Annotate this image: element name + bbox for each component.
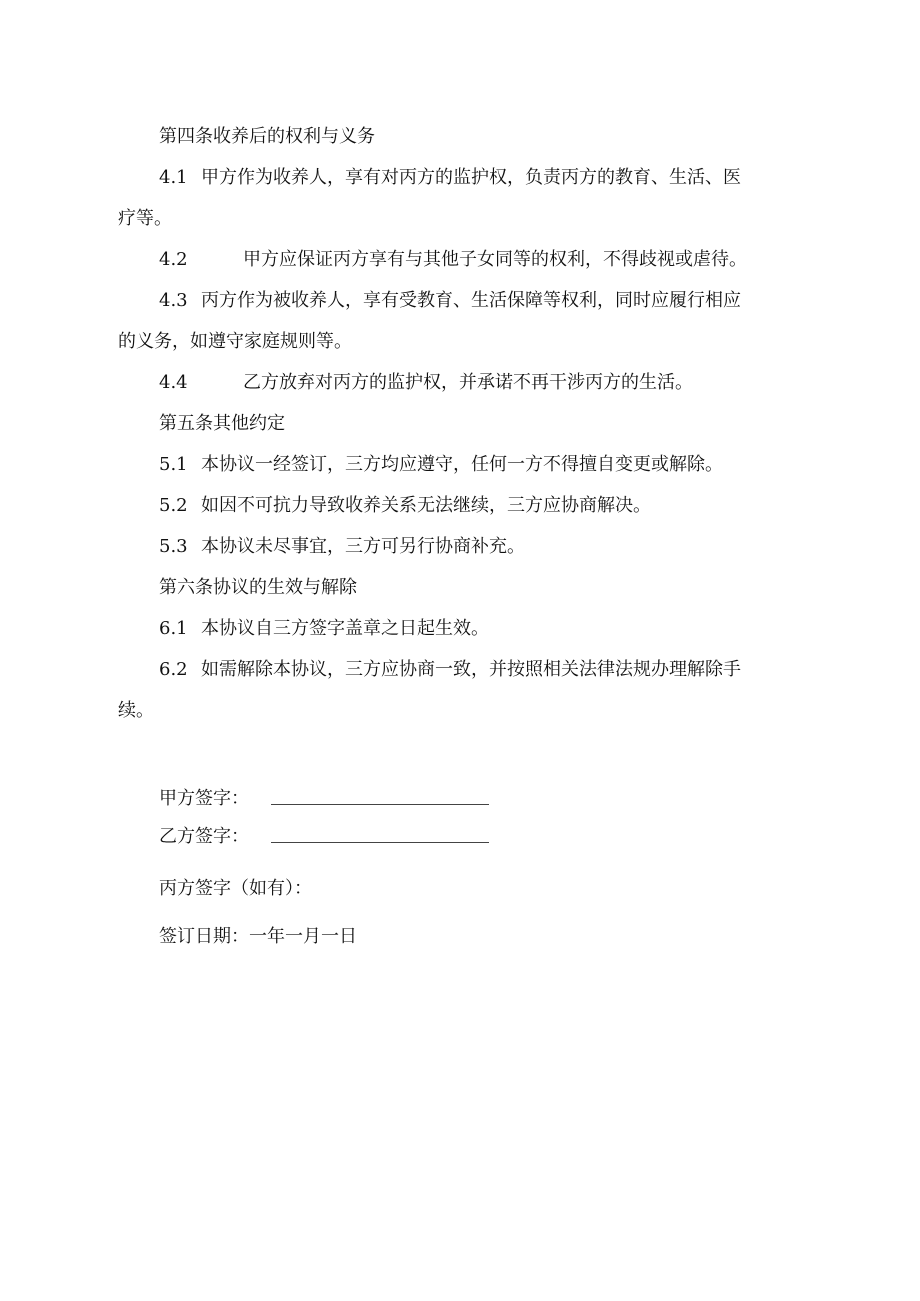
party-a-signature-label: 甲方签字： [159,788,249,809]
clause-line [118,321,808,362]
clause-text: 本协议未尽事宜，三方可另行协商补充。 [201,536,525,557]
party-a-signature-line [271,780,489,805]
party-b-signature-label: 乙方签字： [159,826,249,847]
section-heading: 第六条协议的生效与解除 [159,577,357,598]
clause-line [118,526,808,567]
clause-line [118,280,808,321]
clause-line [118,239,808,280]
clause-line [118,362,808,403]
clause-5-2 [118,485,808,526]
clause-number: 5.3 [159,536,188,557]
clause-4-4 [118,362,808,403]
clause-text: 的义务，如遵守家庭规则等。 [118,331,352,352]
section-heading: 第四条收养后的权利与义务 [159,126,375,147]
clause-text: 甲方应保证丙方享有与其他子女同等的权利，不得歧视或虐待。 [243,249,747,270]
clause-number: 6.1 [159,618,188,639]
clause-4-1 [118,157,808,239]
agreement-body [118,116,808,731]
clause-text: 乙方放弃对丙方的监护权，并承诺不再干涉丙方的生活。 [243,372,693,393]
signing-date: 签订日期：一年一月一日 [159,926,357,947]
signature-block [159,780,489,856]
clause-text: 本协议自三方签字盖章之日起生效。 [201,618,489,639]
clause-number: 5.1 [159,454,188,475]
party-c-signature-label: 丙方签字（如有）： [159,878,312,899]
clause-line [118,485,808,526]
clause-5-3 [118,526,808,567]
clause-text: 丙方作为被收养人，享有受教育、生活保障等权利，同时应履行相应 [201,290,741,311]
clause-text: 本协议一经签订，三方均应遵守，任何一方不得擅自变更或解除。 [201,454,723,475]
clause-line [118,649,808,690]
clause-text: 疗等。 [118,208,172,229]
clause-number: 4.3 [159,290,188,311]
clause-line [118,690,808,731]
clause-text: 如需解除本协议，三方应协商一致，并按照相关法律法规办理解除手 [201,659,741,680]
clause-number: 5.2 [159,495,188,516]
clause-4-3 [118,280,808,362]
clause-line [118,157,808,198]
party-a-signature-row [159,780,489,818]
clause-text: 续。 [118,700,154,721]
clause-line [118,444,808,485]
clause-number: 4.4 [159,372,188,393]
section-heading: 第五条其他约定 [159,413,285,434]
clause-number: 4.2 [159,249,188,270]
party-b-signature-line [271,818,489,843]
clause-6-1 [118,608,808,649]
clause-line [118,198,808,239]
clause-number: 6.2 [159,659,188,680]
clause-5-1 [118,444,808,485]
clause-4-2 [118,239,808,280]
clause-6-2 [118,649,808,731]
clause-line [118,608,808,649]
clause-number: 4.1 [159,167,188,188]
party-b-signature-row [159,818,489,856]
clause-text: 如因不可抗力导致收养关系无法继续，三方应协商解决。 [201,495,651,516]
clause-text: 甲方作为收养人，享有对丙方的监护权，负责丙方的教育、生活、医 [201,167,741,188]
